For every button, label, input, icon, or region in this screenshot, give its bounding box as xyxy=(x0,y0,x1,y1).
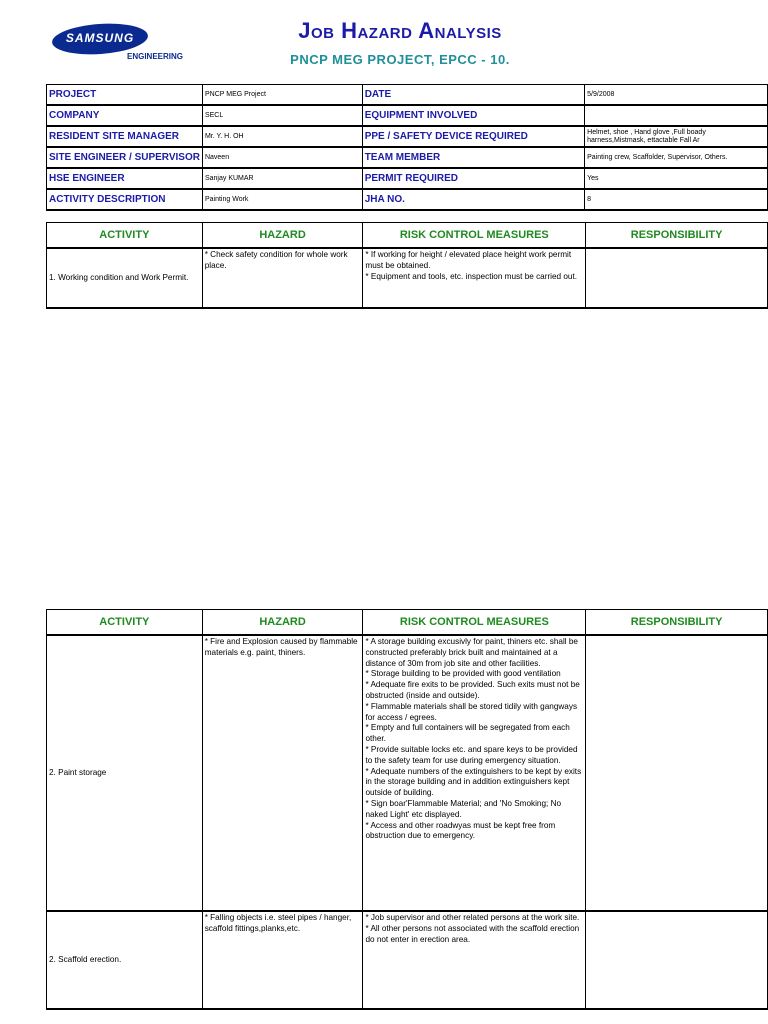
jha-no-value: 8 xyxy=(585,189,768,210)
info-row xyxy=(47,105,768,126)
se-value: Naveen xyxy=(202,147,362,168)
responsibility-cell xyxy=(586,635,768,911)
equipment-label: EQUIPMENT INVOLVED xyxy=(362,105,584,126)
team-label: TEAM MEMBER xyxy=(362,147,584,168)
table-row xyxy=(47,635,768,911)
col-risk-header: RISK CONTROL MEASURES xyxy=(363,223,586,249)
date-value: 5/9/2008 xyxy=(585,85,768,106)
info-row xyxy=(47,85,768,106)
info-row xyxy=(47,147,768,168)
date-label: DATE xyxy=(362,85,584,106)
risk-item: * Equipment and tools, etc. inspection must be carried out. xyxy=(365,271,578,281)
permit-value: Yes xyxy=(585,168,768,189)
permit-label: PERMIT REQUIRED xyxy=(362,168,584,189)
hazard-item: * Falling objects i.e. steel pipes / hanger, scaffold fittings,planks,etc. xyxy=(204,913,352,933)
risk-item: * Provide suitable locks etc. and spare keys to be provided to the safety team for use during emergency situation. xyxy=(365,744,578,765)
jha-header-row xyxy=(47,223,768,249)
company-label: COMPANY xyxy=(47,105,203,126)
risk-item: * If working for height / elevated place height work permit must be obtained. xyxy=(365,250,572,270)
risk-item: * Storage building to be provided with good ventilation xyxy=(365,669,561,679)
col-responsibility-header: RESPONSIBILITY xyxy=(586,223,768,249)
activity-desc-label: ACTIVITY DESCRIPTION xyxy=(47,189,203,210)
activity-cell: 2. Scaffold erection. xyxy=(47,911,203,1009)
page-subtitle: PNCP MEG PROJECT, EPCC - 10. xyxy=(290,52,510,67)
risk-item: * All other persons not associated with the scaffold erection do not enter in erection area. xyxy=(365,923,580,944)
risk-item: * Flammable materials shall be stored tidily with gangways for access / egrees. xyxy=(365,701,578,722)
table-row xyxy=(47,248,768,308)
rsm-label: RESIDENT SITE MANAGER xyxy=(47,126,203,147)
col-hazard-header: HAZARD xyxy=(202,223,363,249)
page-title: Job Hazard Analysis xyxy=(298,18,502,43)
risk-cell xyxy=(363,911,586,1009)
equipment-value xyxy=(585,105,768,126)
col-responsibility-header: RESPONSIBILITY xyxy=(586,610,768,636)
hazard-cell xyxy=(202,911,363,1009)
risk-item: * Job supervisor and other related persons at the work site. xyxy=(365,913,580,922)
risk-item: * A storage building excusivly for paint, thiners etc. shall be constructed preferably brick built and maintained at a distance of 30m from job site and other facilities. xyxy=(365,637,578,668)
samsung-engineering-logo xyxy=(50,24,190,64)
company-value: SECL xyxy=(202,105,362,126)
risk-cell xyxy=(363,248,586,308)
team-value: Painting crew, Scaffolder, Supervisor, Others. xyxy=(585,147,768,168)
hse-label: HSE ENGINEER xyxy=(47,168,203,189)
info-table xyxy=(46,84,768,211)
project-value: PNCP MEG Project xyxy=(202,85,362,106)
rsm-value: Mr. Y. H. OH xyxy=(202,126,362,147)
logo-sub: ENGINEERING xyxy=(127,52,184,61)
info-row xyxy=(47,126,768,147)
col-risk-header: RISK CONTROL MEASURES xyxy=(363,610,586,636)
activity-cell: 1. Working condition and Work Permit. xyxy=(47,248,203,308)
risk-item: * Adequate numbers of the extinguishers to be kept by exits in the storage building and in addition extinguishers kept outside of building. xyxy=(365,766,582,798)
info-row xyxy=(47,189,768,210)
col-activity-header: ACTIVITY xyxy=(47,223,203,249)
jha-table-1 xyxy=(46,222,768,309)
jha-table-2 xyxy=(46,609,768,1010)
hazard-cell xyxy=(202,248,363,308)
project-label: PROJECT xyxy=(47,85,203,106)
hazard-item: * Check safety condition for whole work place. xyxy=(204,250,348,270)
hazard-cell xyxy=(202,635,363,911)
risk-item: * Access and other roadwyas must be kept free from obstruction due to emergency. xyxy=(365,820,556,841)
activity-cell: 2. Paint storage xyxy=(47,635,203,911)
hse-value: Sanjay KUMAR xyxy=(202,168,362,189)
risk-item: * Sign boar'Flammable Material; and 'No Smoking; No naked Light' etc displayed. xyxy=(365,798,562,819)
activity-desc-value: Painting Work xyxy=(202,189,362,210)
table-row xyxy=(47,911,768,1009)
risk-cell xyxy=(363,635,586,911)
ppe-value: Helmet, shoe , Hand glove ,Full boady harness,Mistmask, ettactable Fall Ar xyxy=(585,126,768,147)
logo-brand: SAMSUNG xyxy=(65,31,135,45)
jha-no-label: JHA NO. xyxy=(362,189,584,210)
ppe-label: PPE / SAFETY DEVICE REQUIRED xyxy=(362,126,584,147)
jha-header-row xyxy=(47,610,768,636)
responsibility-cell xyxy=(586,248,768,308)
risk-item: * Adequate fire exits to be provided. Such exits must not be obstructed (inside and outside). xyxy=(365,680,580,700)
col-activity-header: ACTIVITY xyxy=(47,610,203,636)
col-hazard-header: HAZARD xyxy=(202,610,363,636)
se-label: SITE ENGINEER / SUPERVISOR xyxy=(47,147,203,168)
info-row xyxy=(47,168,768,189)
responsibility-cell xyxy=(586,911,768,1009)
risk-item: * Empty and full containers will be segregated from each other. xyxy=(365,723,570,744)
hazard-item: * Fire and Explosion caused by flammable materials e.g. paint, thiners. xyxy=(204,637,358,657)
